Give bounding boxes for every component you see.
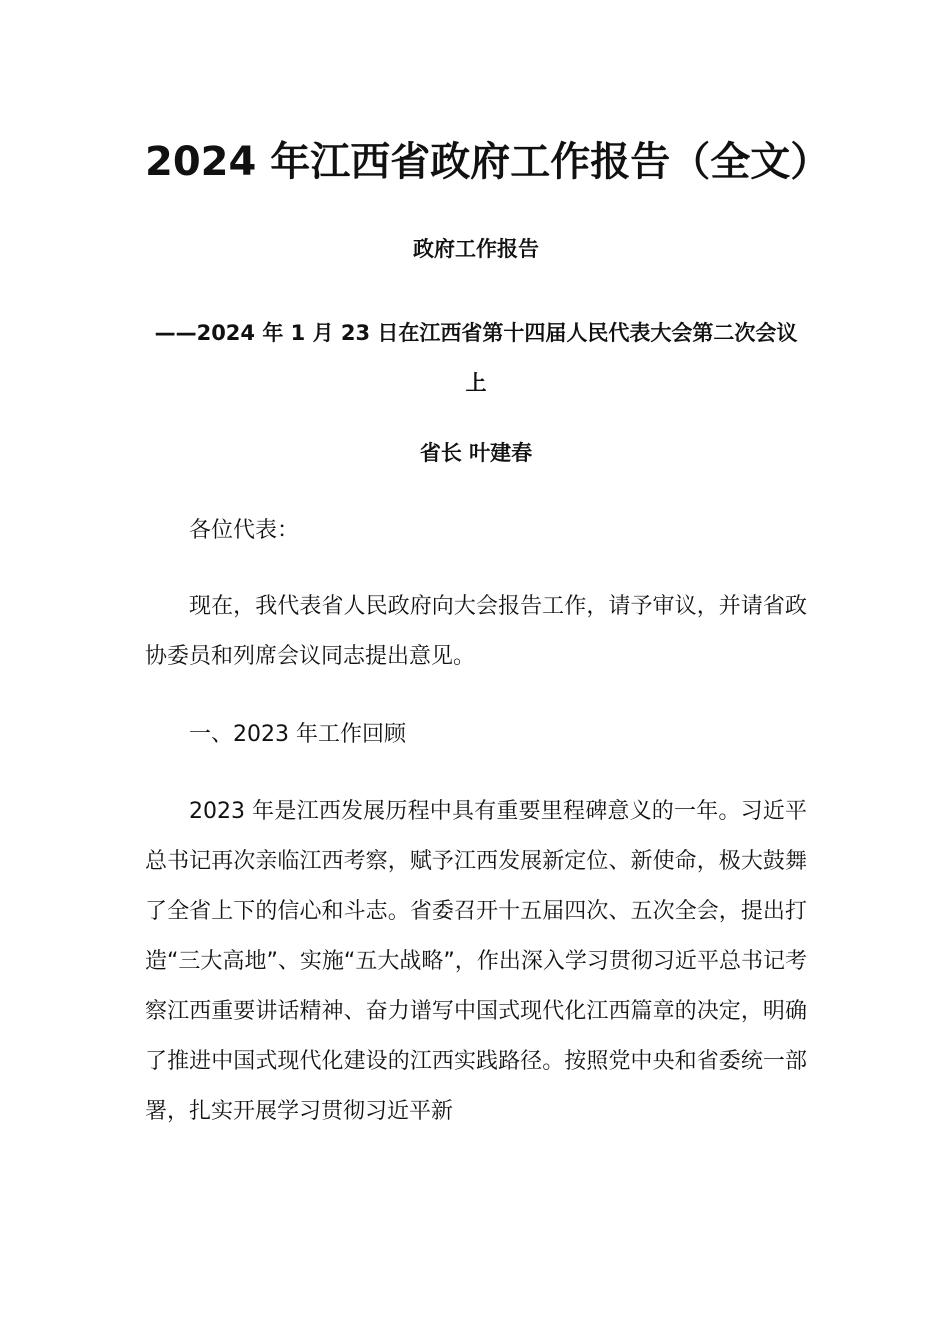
section-heading: 一、2023 年工作回顾 (189, 722, 406, 747)
document-page (145, 0, 831, 1344)
greeting-paragraph: 各位代表： (189, 518, 300, 543)
document-occasion: ——2024 年 1 月 23 日在江西省第十四届人民代表大会第二次会议上 (154, 321, 798, 395)
document-subtitle: 政府工作报告 (413, 237, 539, 261)
document-author: 省长 叶建春 (419, 441, 533, 465)
review-paragraph: 2023 年是江西发展历程中具有重要里程碑意义的一年。习近平总书记再次亲临江西考察，赋予江西发展新定位、新使命，极大鼓舞了全省上下的信心和斗志。省委召开十五届四次、五次全会，提出打造“三大高地”、实施“五大战略”，作出深入学习贯彻习近平总书记考察江西重要讲话精神、奋力谱写中国式现代化江西篇章的决定，明确了推进中国式现代化建设的江西实践路径。按照党中央和省委统一部署，扎实开展学习贯彻习近平新 (145, 799, 807, 1124)
document-title: 2024 年江西省政府工作报告（全文） (145, 139, 831, 185)
intro-paragraph: 现在，我代表省人民政府向大会报告工作，请予审议，并请省政协委员和列席会议同志提出意见。 (145, 594, 807, 669)
